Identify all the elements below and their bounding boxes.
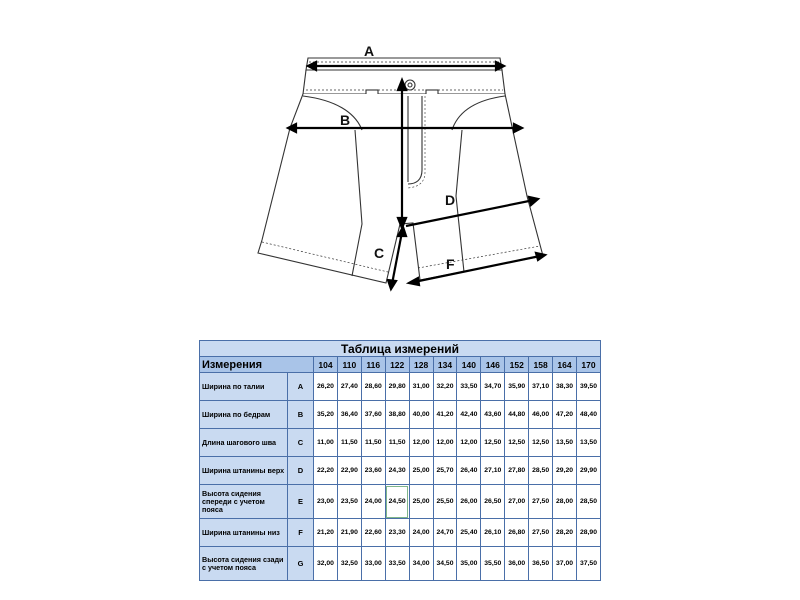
size-header: 152 (505, 357, 529, 373)
measurement-value: 32,20 (433, 373, 457, 401)
measurement-value: 25,40 (457, 519, 481, 547)
measurement-value: 41,20 (433, 401, 457, 429)
measurement-value: 39,50 (576, 373, 600, 401)
measurement-value: 27,40 (337, 373, 361, 401)
label-c: C (374, 245, 385, 261)
measurement-value: 13,50 (576, 429, 600, 457)
measurement-code: E (288, 485, 314, 519)
size-header: 104 (314, 357, 338, 373)
measurement-value: 37,10 (529, 373, 553, 401)
table-row (200, 457, 601, 485)
shorts-outline (258, 58, 543, 283)
measurement-name: Ширина штанины низ (200, 519, 288, 547)
measurement-value: 26,20 (314, 373, 338, 401)
measurement-value: 27,80 (505, 457, 529, 485)
measurement-value: 24,00 (409, 519, 433, 547)
measurement-code: D (288, 457, 314, 485)
measurement-value: 34,50 (433, 547, 457, 581)
measurement-code: G (288, 547, 314, 581)
table-row (200, 485, 601, 519)
label-a: A (364, 43, 375, 59)
measurement-value: 26,00 (457, 485, 481, 519)
measurement-value: 35,00 (457, 547, 481, 581)
measurement-value: 23,60 (361, 457, 385, 485)
measurement-value: 26,50 (481, 485, 505, 519)
measurement-value: 22,20 (314, 457, 338, 485)
measurement-value: 25,50 (433, 485, 457, 519)
measurement-value: 48,40 (576, 401, 600, 429)
measurement-value: 26,40 (457, 457, 481, 485)
measurement-value: 35,90 (505, 373, 529, 401)
measurement-value: 25,00 (409, 457, 433, 485)
measurement-value: 23,00 (314, 485, 338, 519)
measurement-value: 24,70 (433, 519, 457, 547)
table-header-row (200, 357, 601, 373)
size-header: 164 (553, 357, 577, 373)
label-f: F (446, 256, 455, 272)
measurement-name: Длина шагового шва (200, 429, 288, 457)
measurement-value: 32,50 (337, 547, 361, 581)
measurement-value: 25,00 (409, 485, 433, 519)
measurement-value: 28,60 (361, 373, 385, 401)
measurement-value: 11,00 (314, 429, 338, 457)
measurement-value: 24,30 (385, 457, 409, 485)
measurement-name: Ширина штанины верх (200, 457, 288, 485)
measurement-value: 33,50 (385, 547, 409, 581)
measurement-value: 31,00 (409, 373, 433, 401)
measurement-value: 46,00 (529, 401, 553, 429)
measurement-value: 37,00 (553, 547, 577, 581)
label-d: D (445, 192, 456, 208)
measurement-name: Высота сидения сзади с учетом пояса (200, 547, 288, 581)
measurement-value: 33,50 (457, 373, 481, 401)
measurement-value: 11,50 (385, 429, 409, 457)
header-label: Измерения (200, 357, 314, 373)
measurement-code: C (288, 429, 314, 457)
measurement-value: 26,10 (481, 519, 505, 547)
measurement-code: F (288, 519, 314, 547)
measurement-value: 28,50 (576, 485, 600, 519)
measurement-value: 27,10 (481, 457, 505, 485)
size-header: 122 (385, 357, 409, 373)
measurement-value: 26,80 (505, 519, 529, 547)
measurement-value: 24,50 (385, 485, 409, 519)
size-header: 140 (457, 357, 481, 373)
measurement-value: 12,00 (433, 429, 457, 457)
measurement-value: 36,00 (505, 547, 529, 581)
measurement-value: 23,30 (385, 519, 409, 547)
size-header: 170 (576, 357, 600, 373)
measurement-value: 29,90 (576, 457, 600, 485)
measurement-value: 13,50 (553, 429, 577, 457)
table-row (200, 429, 601, 457)
measurement-value: 22,90 (337, 457, 361, 485)
measurement-value: 36,50 (529, 547, 553, 581)
measurement-value: 11,50 (361, 429, 385, 457)
measurement-name: Ширина по бедрам (200, 401, 288, 429)
measurement-value: 35,50 (481, 547, 505, 581)
size-header: 146 (481, 357, 505, 373)
size-header: 134 (433, 357, 457, 373)
measurement-value: 12,00 (457, 429, 481, 457)
measurement-value: 12,50 (505, 429, 529, 457)
measurement-value: 36,40 (337, 401, 361, 429)
measurement-value: 11,50 (337, 429, 361, 457)
measurement-value: 27,50 (529, 485, 553, 519)
table-title: Таблица измерений (200, 341, 601, 357)
size-header: 158 (529, 357, 553, 373)
measurement-value: 29,80 (385, 373, 409, 401)
measurement-value: 28,90 (576, 519, 600, 547)
size-header: 116 (361, 357, 385, 373)
measurement-value: 34,70 (481, 373, 505, 401)
measurement-name: Ширина по талии (200, 373, 288, 401)
measurement-value: 37,60 (361, 401, 385, 429)
label-b: B (340, 112, 351, 128)
table-row (200, 519, 601, 547)
measurement-value: 25,70 (433, 457, 457, 485)
measurement-value: 28,20 (553, 519, 577, 547)
measurement-value: 32,00 (314, 547, 338, 581)
size-header: 128 (409, 357, 433, 373)
measurement-value: 40,00 (409, 401, 433, 429)
measurement-value: 28,50 (529, 457, 553, 485)
measurement-value: 23,50 (337, 485, 361, 519)
measurement-value: 37,50 (576, 547, 600, 581)
measurement-value: 21,20 (314, 519, 338, 547)
table-row (200, 373, 601, 401)
measurement-value: 24,00 (361, 485, 385, 519)
measurement-table (199, 340, 601, 581)
measurement-value: 38,80 (385, 401, 409, 429)
measurement-value: 28,00 (553, 485, 577, 519)
measurement-value: 42,40 (457, 401, 481, 429)
measurement-name: Высота сидения спереди с учетом пояса (200, 485, 288, 519)
measurement-value: 34,00 (409, 547, 433, 581)
table-row (200, 401, 601, 429)
measurement-value: 27,50 (529, 519, 553, 547)
measurement-code: A (288, 373, 314, 401)
table-row (200, 547, 601, 581)
measurement-value: 12,00 (409, 429, 433, 457)
measurement-value: 22,60 (361, 519, 385, 547)
measurement-value: 47,20 (553, 401, 577, 429)
measurement-value: 29,20 (553, 457, 577, 485)
measurement-value: 27,00 (505, 485, 529, 519)
measurement-value: 12,50 (481, 429, 505, 457)
measurement-value: 44,80 (505, 401, 529, 429)
measurement-value: 38,30 (553, 373, 577, 401)
measurement-code: B (288, 401, 314, 429)
measurement-value: 33,00 (361, 547, 385, 581)
measurement-value: 35,20 (314, 401, 338, 429)
measurement-value: 21,90 (337, 519, 361, 547)
measurement-value: 12,50 (529, 429, 553, 457)
size-header: 110 (337, 357, 361, 373)
measurement-value: 43,60 (481, 401, 505, 429)
